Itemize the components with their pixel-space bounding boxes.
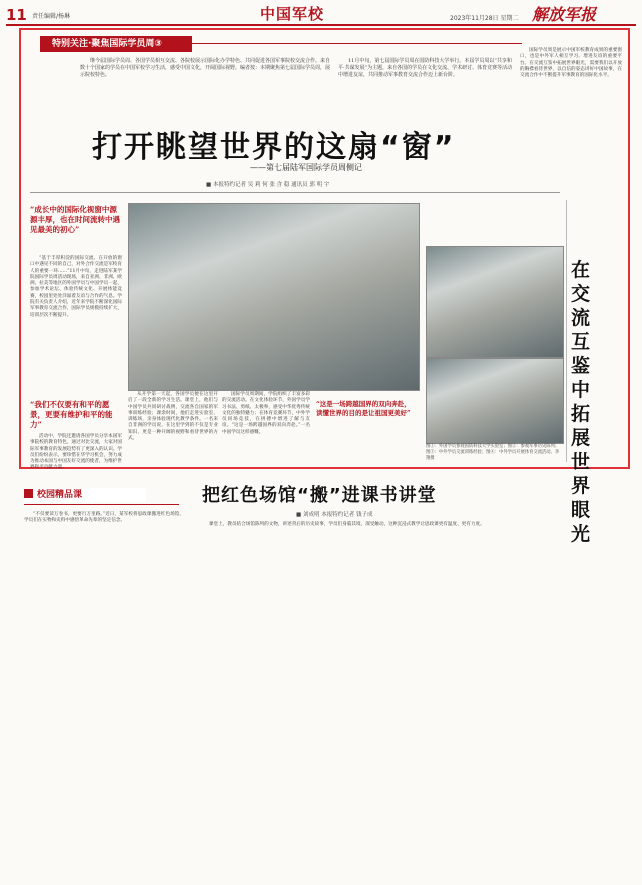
body-column-1b: 活动中，学院还邀请各国学员分享本国军事院校的教育特色，通过对比交流，大家对国际军事教育的发展趋势有了更深入的认识。学员们纷纷表示，要珍惜在华学习机会，努力成为推动本国与中国友好交流的使者，为维护世界和平贡献力量。 bbox=[30, 434, 122, 471]
feature-section-label: 特别关注·聚焦国际学员周③ bbox=[40, 36, 192, 52]
bottom-byline: ■ 刘成明 本报特约记者 钱子成 bbox=[296, 512, 373, 518]
bottom-headline: 把红色场馆“搬”进课书讲堂 bbox=[202, 485, 437, 506]
masthead-rule bbox=[6, 24, 636, 26]
body-column-3: 国际学员周期间，学院组织了丰富多彩的交流活动。在文化体验环节，外国学员学习书法、剪纸、太极拳，感受中华优秀传统文化的独特魅力；在体育竞赛环节，中外学员同场竞技，在拼搏中增进了解与友谊。“这是一场跨越国界的双向奔赴。”一名中国学员这样感慨。 bbox=[222, 392, 310, 435]
feature-subtitle: ——第七届陆军国际学员周侧记 bbox=[250, 163, 362, 172]
column-rule bbox=[566, 200, 567, 462]
commentary-lead-text: 国际学员周是展示中国军校教育成果的重要窗口，也是中外军人相互学习、增进友谊的重要平台。在交流互鉴中拓展世界眼光，需要我们以开放的胸襟看待世界，以自信的姿态讲好中国故事，在交流合作中不断提升军事教育的国际化水平。 bbox=[520, 48, 622, 79]
intro-text-left: 继今届国际学员周、各国学员相互交流、各院校展示国际化办学特色、共同促进各国军事院校交流合作。来自数十个国家的学员在中国军校学习生活，感受中国文化，开阔国际视野。编者按：本期聚焦第七届国际学员周，展示院校特色。 bbox=[80, 58, 331, 78]
intro-text-right: 11月中旬，第七届国际学员周在国防科技大学举行。本届学员周以“共享和平·共谋发展”为主题，来自各国的学员在文化交流、学术研讨、体育竞赛等活动中增进友谊，共同推动军事教育交流合作迈上新台阶。 bbox=[338, 58, 513, 78]
section-square-icon bbox=[24, 489, 33, 498]
photo-students-training bbox=[426, 358, 564, 444]
pullquote-3: “这是一场跨越国界的双向奔赴，读懂世界的目的是让祖国更美好” bbox=[316, 400, 411, 417]
photo-students-lab bbox=[128, 203, 420, 391]
pullquote-1: “成长中的国际化视窗中源源丰厚，也在时间流转中遇见最美的初心” bbox=[30, 205, 120, 234]
bottom-section-label bbox=[24, 488, 146, 502]
pullquote-2: “我们不仅要有和平的愿景，更要有维护和平的能力” bbox=[30, 400, 113, 429]
feature-headline: 打开眺望世界的这扇“窗” bbox=[92, 130, 456, 165]
photo-caption: 图①：外国学员参观国防科技大学实验室；图②：参观军事历史陈列；图③：中外学员交流训练经验；图④：中外学员开展体育交流活动。李 翔摄 bbox=[426, 444, 560, 461]
commentary-title: 在交流互鉴中拓展世界眼光 bbox=[571, 259, 591, 545]
body-column-2: 从开学第一天起，各国学员便在这里开启了一段全新的学习生活。课堂上，他们与中国学员共同研讨战例，交流各自国家的军事训练经验；课余时间，他们走进实验室、训练场，亲身体验现代化教学条件。一名来自非洲的学员说，在这里学到的不仅是专业知识，更是一种开阔的视野和看待世界的方式。 bbox=[128, 392, 218, 442]
bottom-text-1: “不仅要读万卷书，更要行万里路。”近日，某军校将思政课搬进红色场馆，学员们在实物和史料中感悟革命先辈的坚定信念。 bbox=[24, 512, 184, 524]
section-rule bbox=[192, 43, 522, 44]
photo-students-group bbox=[426, 246, 564, 358]
bottom-text-2: 课堂上，教员结合场馆陈列的文物，讲述背后的历史故事，学员们身临其境，深受触动。这种沉浸式教学让思政课更有温度、更有力度。 bbox=[209, 522, 485, 527]
page-number: 11 bbox=[6, 6, 27, 24]
feature-byline: ■ 本报特约记者 吴 莉 何 张 含 稳 通讯员 郭 明 宇 bbox=[206, 182, 330, 188]
body-column-1: “基于丰厚积淀的国际交流、在开放的窗口中遇见不同的自己，对外合作交流是军校育人的重要一环……”11月中旬，走进陆军某学院国际学员周活动现场，来自亚洲、非洲、欧洲、拉美等地区的外国学员与中国学员一起，参加学术论坛、体验传统文化、开展体能竞赛，校园里处处洋溢着友谊与合作的气息。学院有关负责人介绍，近年来学院不断深化国际军事教育交流合作，国际学员规模持续扩大，培训层次不断提升。 bbox=[30, 256, 122, 318]
divider bbox=[30, 192, 560, 193]
newspaper-logo: 解放军报 bbox=[532, 5, 597, 24]
issue-date: 2023年11月28日 星期二 bbox=[450, 15, 519, 22]
page-editor: 责任编辑/杨琳 bbox=[32, 13, 71, 20]
bottom-section-text: 校园精品课 bbox=[37, 490, 83, 500]
bottom-rule bbox=[24, 504, 179, 505]
section-name: 中国军校 bbox=[260, 5, 325, 23]
